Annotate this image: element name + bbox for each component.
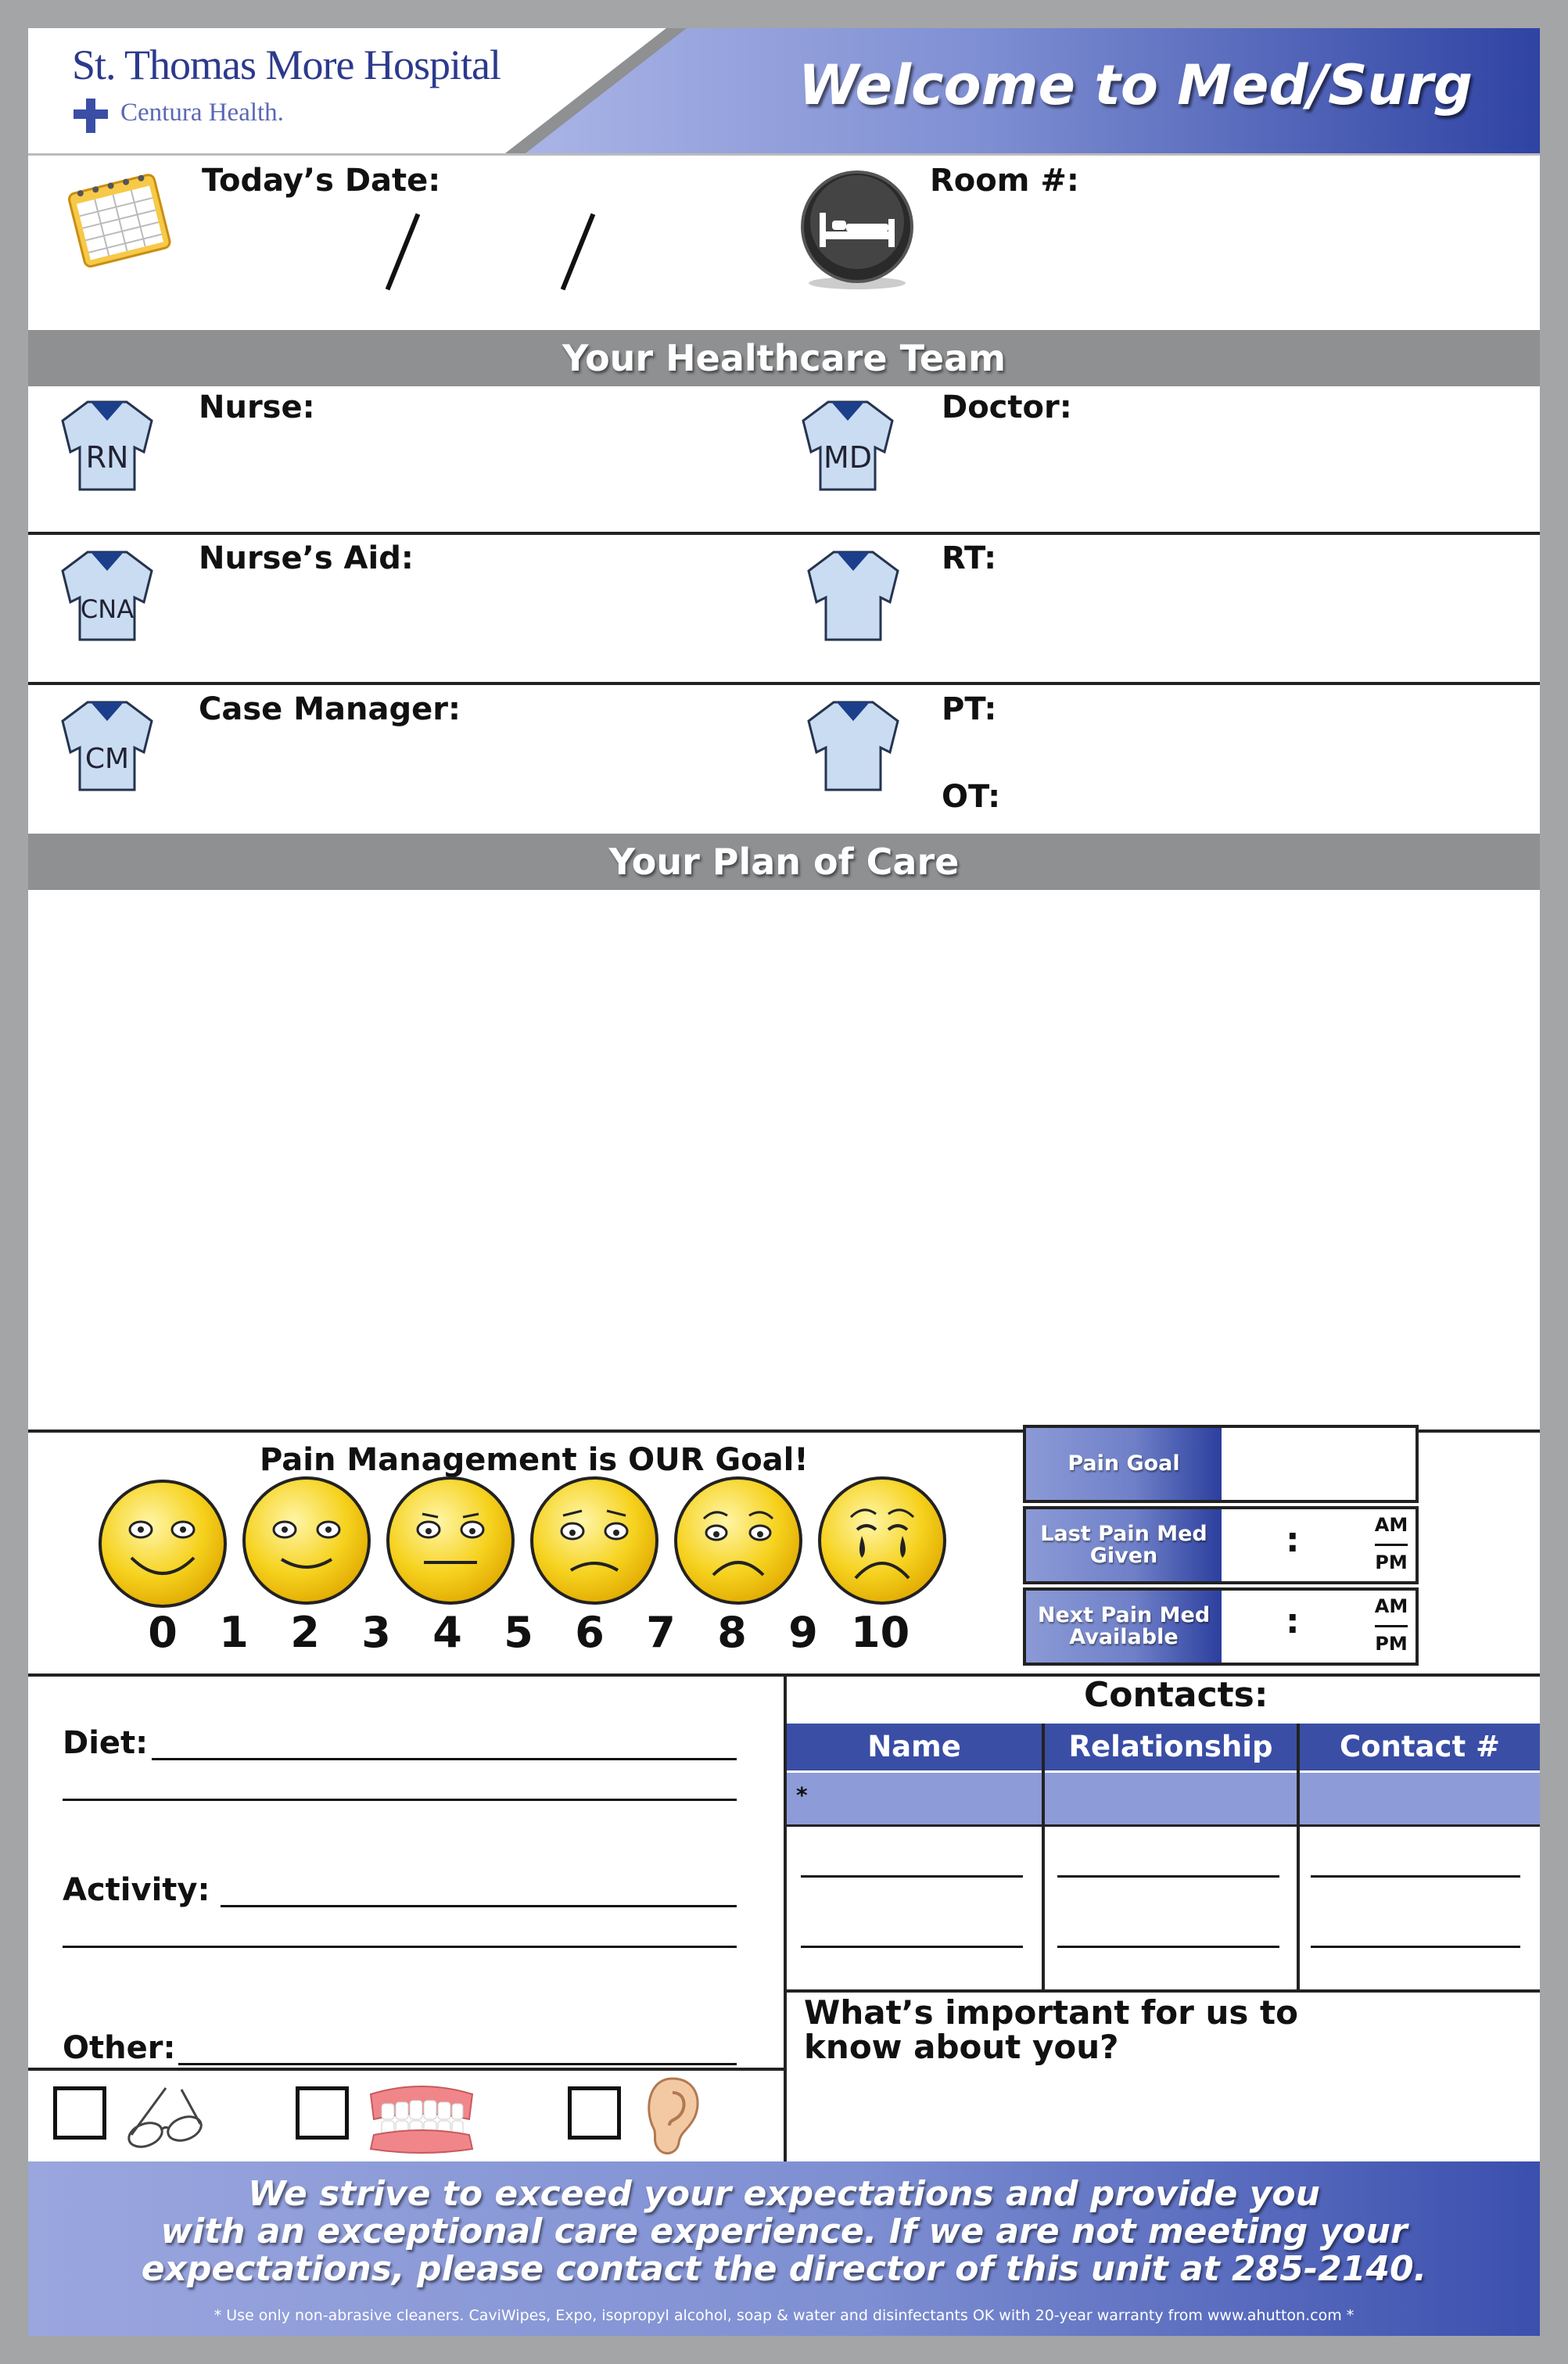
contacts-col-divider-2 xyxy=(1297,1724,1300,1993)
footer-line-1: We strive to exceed your expectations and provide you xyxy=(248,2174,1320,2214)
contacts-bottom-divider xyxy=(784,1989,1540,1993)
plan-section-title: Your Plan of Care xyxy=(28,834,1540,890)
last-pain-med-label: Last Pain Med Given xyxy=(1026,1509,1222,1581)
last-ampm-divider xyxy=(1375,1544,1408,1546)
date-label: Today’s Date: xyxy=(202,163,441,199)
header-divider xyxy=(28,153,1540,156)
col-contact-header: Contact # xyxy=(1300,1724,1540,1770)
contact-row-3-relationship[interactable] xyxy=(1057,1946,1279,1948)
room-label: Room #: xyxy=(930,163,1079,199)
pain-goal-box[interactable] xyxy=(1023,1425,1419,1503)
team-section-title: Your Healthcare Team xyxy=(28,330,1540,386)
contact-row-1-number[interactable] xyxy=(1300,1773,1540,1824)
next-pain-med-box[interactable] xyxy=(1023,1587,1419,1666)
activity-line-1[interactable] xyxy=(221,1905,737,1907)
activity-label: Activity: xyxy=(63,1872,210,1908)
plan-writing-area[interactable] xyxy=(28,890,1540,1430)
last-pm: PM xyxy=(1375,1551,1408,1573)
contacts-row-divider xyxy=(784,1824,1540,1827)
diet-label: Diet: xyxy=(63,1725,149,1761)
pain-scale-2: 2 xyxy=(290,1608,320,1657)
hearing-aid-icon xyxy=(637,2074,707,2160)
face-4-icon xyxy=(388,1478,513,1603)
face-10-icon xyxy=(820,1478,945,1603)
contact-row-2-name[interactable] xyxy=(801,1875,1023,1878)
cna-badge: CNA xyxy=(80,594,135,624)
face-8-icon xyxy=(676,1478,801,1603)
contacts-col-divider-1 xyxy=(1042,1724,1045,1993)
footer-band xyxy=(28,2161,1540,2336)
next-am: AM xyxy=(1374,1595,1408,1617)
pain-scale-0: 0 xyxy=(148,1608,178,1657)
last-am: AM xyxy=(1374,1514,1408,1536)
diet-line-2[interactable] xyxy=(63,1799,737,1801)
calendar-icon xyxy=(61,167,178,269)
md-shirt-icon xyxy=(797,394,899,496)
pain-title: Pain Management is OUR Goal! xyxy=(260,1442,809,1478)
md-badge: MD xyxy=(823,440,873,475)
cleaning-note: * Use only non-abrasive cleaners. CaviWipes, Expo, isopropyl alcohol, soap & water and disinfectants OK with 20-year warranty from www.ahutton.com * xyxy=(213,2307,1355,2324)
last-pain-med-box[interactable] xyxy=(1023,1506,1419,1584)
next-time-colon: : xyxy=(1286,1602,1300,1641)
cna-shirt-icon xyxy=(56,544,158,646)
next-ampm-divider xyxy=(1375,1625,1408,1627)
pain-goal-label: Pain Goal xyxy=(1026,1428,1222,1500)
last-time-colon: : xyxy=(1286,1520,1300,1560)
contact-row-2-number[interactable] xyxy=(1311,1875,1520,1878)
whiteboard xyxy=(28,28,1540,2336)
hospital-name: St. Thomas More Hospital xyxy=(72,41,501,88)
next-pm: PM xyxy=(1375,1633,1408,1655)
next-pain-med-label: Next Pain Med Available xyxy=(1026,1591,1222,1663)
col-name-header: Name xyxy=(787,1724,1042,1770)
rt-shirt-icon xyxy=(802,544,904,646)
footer-line-2: with an exceptional care experience. If we are not meeting your xyxy=(160,2212,1408,2251)
col-relationship-header: Relationship xyxy=(1045,1724,1297,1770)
activity-line-2[interactable] xyxy=(63,1946,737,1948)
face-6-icon xyxy=(532,1478,657,1603)
dentures-icon xyxy=(363,2079,480,2157)
hospital-subtitle: Centura Health. xyxy=(120,99,284,127)
pain-scale-7: 7 xyxy=(646,1608,676,1657)
other-label: Other: xyxy=(63,2030,176,2066)
date-slash-1 xyxy=(386,213,421,291)
contact-row-2-relationship[interactable] xyxy=(1057,1875,1279,1878)
pain-scale-8: 8 xyxy=(717,1608,747,1657)
ot-label: OT: xyxy=(942,779,1001,815)
pain-scale-9: 9 xyxy=(788,1608,818,1657)
case-manager-label: Case Manager: xyxy=(199,691,461,727)
pain-scale-5: 5 xyxy=(504,1608,533,1657)
bed-icon xyxy=(795,167,920,292)
cross-logo-icon xyxy=(72,97,109,135)
rn-badge: RN xyxy=(85,440,129,475)
welcome-title: Welcome to Med/Surg xyxy=(798,53,1473,117)
contact-row-1-name[interactable] xyxy=(787,1773,1042,1824)
team-divider-1 xyxy=(28,532,1540,535)
diet-line-1[interactable] xyxy=(152,1758,737,1760)
pt-ot-shirt-icon xyxy=(802,694,904,796)
team-divider-2 xyxy=(28,682,1540,685)
contact-row-3-name[interactable] xyxy=(801,1946,1023,1948)
rt-label: RT: xyxy=(942,540,997,576)
dentures-checkbox[interactable] xyxy=(296,2086,349,2140)
nurse-label: Nurse: xyxy=(199,389,315,425)
cm-badge: CM xyxy=(84,743,130,775)
rn-shirt-icon xyxy=(56,394,158,496)
footer-line-3: expectations, please contact the director of this unit at 285-2140. xyxy=(141,2249,1427,2289)
aids-divider xyxy=(28,2068,784,2071)
contact-row-3-number[interactable] xyxy=(1311,1946,1520,1948)
pain-scale-1: 1 xyxy=(219,1608,249,1657)
pain-scale-10: 10 xyxy=(851,1608,910,1657)
pain-faces xyxy=(91,1473,998,1614)
pain-scale-6: 6 xyxy=(575,1608,605,1657)
important-question: What’s important for us to know about you? xyxy=(804,1993,1298,2066)
face-2-icon xyxy=(244,1478,369,1603)
pt-label: PT: xyxy=(942,691,997,727)
pain-scale-4: 4 xyxy=(432,1608,462,1657)
glasses-checkbox[interactable] xyxy=(53,2086,106,2140)
contacts-title: Contacts: xyxy=(1084,1675,1268,1715)
cm-shirt-icon xyxy=(56,694,158,796)
date-slash-2 xyxy=(561,213,596,291)
first-row-marker: * xyxy=(796,1782,808,1808)
footer-message xyxy=(28,2176,1540,2288)
glasses-icon xyxy=(122,2080,210,2155)
other-line[interactable] xyxy=(178,2063,737,2065)
hearing-aid-checkbox[interactable] xyxy=(568,2086,621,2140)
doctor-label: Doctor: xyxy=(942,389,1072,425)
contact-row-1-relationship[interactable] xyxy=(1045,1773,1297,1824)
important-writing-area[interactable] xyxy=(787,2077,1540,2161)
nurse-aid-label: Nurse’s Aid: xyxy=(199,540,414,576)
face-0-icon xyxy=(100,1481,225,1606)
pain-scale-3: 3 xyxy=(361,1608,391,1657)
